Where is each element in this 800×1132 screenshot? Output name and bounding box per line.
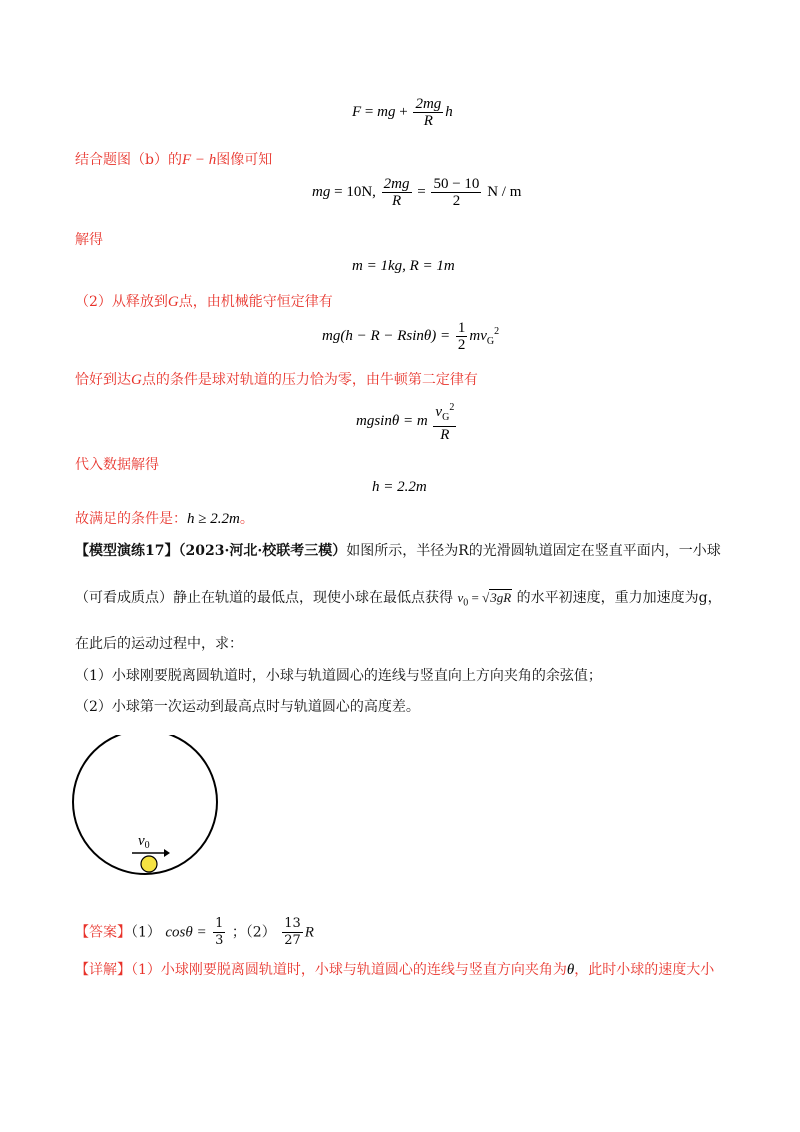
detail-line: 【详解】（1）小球刚要脱离圆轨道时，小球与轨道圆心的连线与竖直方向夹角为θ，此时小球的速度大小 <box>75 962 715 978</box>
text-solve: 解得 <box>75 232 103 248</box>
velocity-label: $v_0$ <box>138 833 150 851</box>
text-conclusion: 故满足的条件是：h ≥ 2.2m。 <box>75 511 254 527</box>
equation-slope: mg = 10N, $\frac{2mg}{R}$ = $\frac{50 - 10}{2}$ N / m <box>312 176 522 209</box>
problem-line-1: 【模型演练17】（2023·河北·校联考三模）如图所示，半径为R的光滑圆轨道固定在竖直平面内，一小球 <box>75 543 721 559</box>
text-substitute: 代入数据解得 <box>75 457 159 473</box>
question-2: （2）小球第一次运动到最高点时与轨道圆心的高度差。 <box>75 699 420 715</box>
text-graph-reading: 结合题图（b）的F − h图像可知 <box>75 152 273 168</box>
equation-height: h = 2.2m <box>372 479 427 495</box>
equation-energy: mg(h − R − Rsinθ) = $\frac{1}{2}$ $mv_G^2$ <box>322 320 500 353</box>
ball <box>141 856 157 872</box>
text-condition-g: 恰好到达G点的条件是球对轨道的压力恰为零，由牛顿第二定律有 <box>75 372 478 388</box>
arrow-head-icon <box>164 849 170 857</box>
question-1: （1）小球刚要脱离圆轨道时，小球与轨道圆心的连线与竖直向上方向夹角的余弦值； <box>75 668 602 684</box>
equation-newton: mgsinθ = m $\frac{v_G^2}{R}$ <box>356 402 455 443</box>
circular-track-figure <box>70 735 230 880</box>
problem-line-3: 在此后的运动过程中，求： <box>75 636 243 652</box>
problem-line-2: （可看成质点）静止在轨道的最低点，现使小球在最低点获得 $v_0 = √3gR$ 的水平初速度，重力加速度为g， <box>75 590 722 609</box>
equation-mass-radius: m = 1kg, R = 1m <box>352 258 455 274</box>
equation-force: F = mg + $\frac{2mg}{R}$ h <box>352 96 453 129</box>
text-part2-energy: （2）从释放到G点，由机械能守恒定律有 <box>75 294 333 310</box>
answer-line: 【答案】（1） cosθ = $\frac{1}{3}$ ；（2） $\frac{13}{27}$ R <box>75 916 314 948</box>
